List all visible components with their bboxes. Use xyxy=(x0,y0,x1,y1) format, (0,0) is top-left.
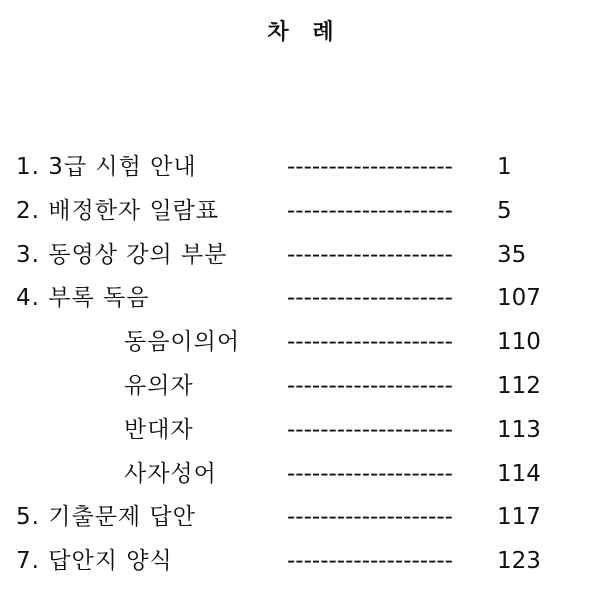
toc-subentry-label: 동음이의어 xyxy=(124,329,241,356)
toc-entry-page-number: 1 xyxy=(497,154,512,180)
toc-entry xyxy=(0,545,609,589)
toc-entry-page-number: 5 xyxy=(497,197,512,224)
toc-entry-leader: -------------------- xyxy=(287,504,453,531)
page-title: 차 례 xyxy=(267,20,342,45)
toc-entry xyxy=(0,195,609,239)
toc-entry xyxy=(0,151,609,195)
toc-entry xyxy=(0,282,609,326)
toc-entry-label: 7. 답안지 양식 xyxy=(16,548,173,575)
toc-entry-leader: -------------------- xyxy=(287,329,453,356)
toc-subentry-label: 사자성어 xyxy=(124,460,217,487)
toc-entry-page-number: 110 xyxy=(497,329,541,356)
toc-entry-leader: -------------------- xyxy=(287,460,453,487)
toc-subentry-label: 반대자 xyxy=(124,416,194,443)
toc-entry-page-number: 114 xyxy=(497,460,541,487)
toc-entry-page-number: 113 xyxy=(497,416,541,443)
toc-subentry xyxy=(0,326,609,370)
toc-entry-label: 2. 배정한자 일람표 xyxy=(16,197,220,224)
toc-entry-label: 1. 3급 시험 안내 xyxy=(16,154,197,180)
toc-entry-page-number: 112 xyxy=(497,372,541,399)
toc-subentry xyxy=(0,370,609,414)
toc-entry-leader: -------------------- xyxy=(287,285,453,312)
toc-entry-page-number: 117 xyxy=(497,504,541,531)
toc-entry xyxy=(0,501,609,545)
toc-entry-page-number: 107 xyxy=(497,285,541,312)
toc-subentry-label: 유의자 xyxy=(124,372,194,399)
table-of-contents xyxy=(0,151,609,589)
toc-subentry xyxy=(0,458,609,502)
toc-entry-leader: -------------------- xyxy=(287,416,453,443)
toc-subentry xyxy=(0,414,609,458)
toc-entry-page-number: 123 xyxy=(497,548,541,575)
toc-entry-page-number: 35 xyxy=(497,241,527,268)
toc-entry-leader: -------------------- xyxy=(287,197,453,224)
toc-entry-leader: -------------------- xyxy=(287,154,453,180)
toc-entry xyxy=(0,239,609,283)
toc-entry-label: 4. 부록 독음 xyxy=(16,285,150,312)
toc-entry-leader: -------------------- xyxy=(287,548,453,575)
toc-entry-label: 3. 동영상 강의 부분 xyxy=(16,241,228,268)
toc-entry-leader: -------------------- xyxy=(287,372,453,399)
toc-entry-leader: -------------------- xyxy=(287,241,453,268)
toc-entry-label: 5. 기출문제 답안 xyxy=(16,504,196,531)
